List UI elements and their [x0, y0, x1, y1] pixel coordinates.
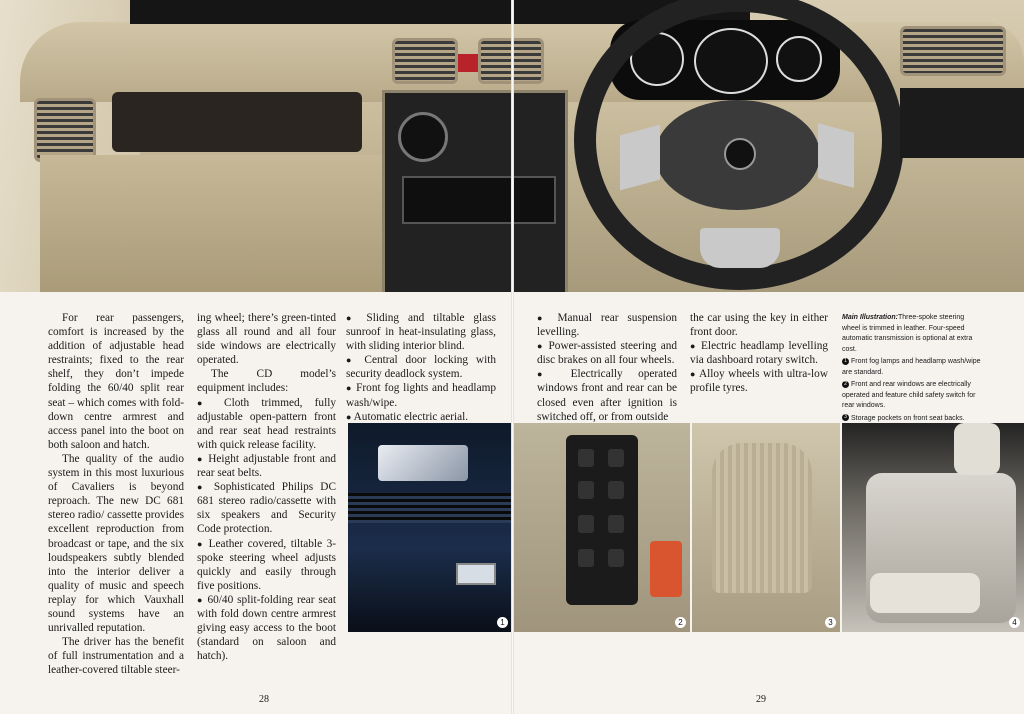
air-vent-centre-left	[392, 38, 458, 84]
bullet-icon: ●	[346, 411, 352, 422]
paragraph: For rear passengers, comfort is increased by the addition of adjustable head restraints; fixed to the rear shelf, they don’t impede folding the 60/40 split rear seat – which comes with fold-down centre armrest and access panel into the boot on both saloon and hatch.	[48, 312, 184, 451]
photo-seat-pocket	[692, 423, 840, 632]
bullet-item: ● Front fog lights and headlamp wash/wipe.	[346, 382, 497, 409]
text-column-4	[537, 311, 677, 424]
headlamp	[378, 445, 468, 481]
radio-cassette-unit	[402, 176, 556, 224]
text-column-5	[690, 311, 828, 396]
centre-armrest	[870, 573, 980, 613]
number-badge-icon: 3	[842, 414, 849, 421]
photo-rear-seat	[842, 423, 1024, 632]
bullet-item: ● Height adjustable front and rear seat belts.	[197, 452, 337, 480]
bullet-item: ● Electrically operated windows front and rear can be closed even after ignition is switched off, or from outside	[537, 368, 678, 423]
bullet-icon: ●	[197, 482, 207, 493]
bullet-icon: ●	[197, 538, 205, 549]
window-button	[578, 515, 594, 533]
bullet-icon: ●	[690, 341, 697, 352]
bullet-icon: ●	[346, 313, 358, 323]
bullet-icon: ●	[346, 383, 353, 394]
number-badge-icon: 1	[842, 358, 849, 365]
seatbelt-buckle	[650, 541, 682, 597]
steering-spoke-left	[620, 125, 660, 191]
bullet-icon: ●	[197, 397, 212, 408]
bullet-item: ● Manual rear suspension levelling.	[537, 312, 677, 339]
text-column-3	[346, 311, 496, 424]
bullet-item: ● Power-assisted steering and disc brakes on all four wheels.	[537, 340, 678, 367]
bullet-item: ● Sophisticated Philips DC 681 stereo radio/cassette with six speakers and Security Code protection.	[197, 481, 336, 536]
bullet-item: ● Sliding and tiltable glass sunroof in heat-insulating glass, with sliding interior blind.	[346, 312, 496, 353]
bullet-item: ● Central door locking with security deadlock system.	[346, 354, 497, 381]
caption-lead: Main Illustration:	[842, 314, 898, 321]
bullet-item: ● Cloth trimmed, fully adjustable open-pattern front and rear seat head restraints with quick release facility.	[197, 396, 337, 451]
storage-pocket	[712, 443, 812, 593]
bullet-icon: ●	[197, 594, 204, 605]
window-button	[608, 481, 624, 499]
photo-front-lamps	[348, 423, 512, 632]
bullet-item: ● Leather covered, tiltable 3-spoke steering wheel adjusts quickly and easily through five positions.	[197, 537, 337, 592]
bullet-item: ● Automatic electric aerial.	[346, 410, 469, 423]
paragraph: The driver has the benefit of full instrumentation and a leather-covered tiltable steer-	[48, 636, 184, 677]
bullet-icon: ●	[197, 453, 204, 464]
illustration-caption	[842, 313, 982, 437]
caption-item: 3 Storage pockets on front seat backs.	[842, 414, 982, 425]
fog-lamp	[456, 563, 496, 585]
window-switch-panel	[566, 435, 638, 605]
bullet-icon: ●	[690, 369, 697, 380]
page-gutter	[511, 0, 514, 714]
air-vent-left	[34, 98, 96, 162]
caption-text: Three-spoke steering wheel is trimmed in leather. Four-speed automatic transmission is optional at extra cost.	[842, 314, 973, 353]
equipment-heading: The CD model’s equipment includes:	[197, 368, 336, 395]
bullet-item: ● 60/40 split-folding rear seat with fold down centre armrest giving easy access to the boot (standard on saloon and hatch).	[197, 593, 336, 663]
photo-number: 4	[1009, 617, 1020, 628]
hazard-switch	[458, 54, 478, 72]
window-button	[578, 549, 594, 567]
text-column-2	[197, 311, 336, 663]
window-button	[608, 549, 624, 567]
steering-spoke-right	[818, 123, 854, 188]
number-badge-icon: 2	[842, 381, 849, 388]
storage-tray	[112, 92, 362, 152]
paragraph: The quality of the audio system in this most luxurious of Cavaliers is beyond reproach. The new DC 681 stereo radio/ cassette provides excellent reproduction from broadcast or tape, and the six loudspeakers subtly blended into the interior deliver a quality of music and speech replay for which Vauxhall sound systems have an unrivalled reputation.	[48, 452, 184, 635]
griffin-badge-icon	[724, 138, 756, 170]
window-button	[578, 481, 594, 499]
page-number-right: 29	[756, 694, 766, 705]
steering-spoke-bottom	[700, 228, 780, 268]
photo-number: 3	[825, 617, 836, 628]
air-vent-right	[900, 26, 1006, 76]
bullet-item: ● Electric headlamp levelling via dashboard rotary switch.	[690, 340, 828, 367]
window-button	[578, 449, 594, 467]
photo-number: 2	[675, 617, 686, 628]
bullet-icon: ●	[537, 369, 556, 380]
photo-number: 1	[497, 617, 508, 628]
window-button	[608, 515, 624, 533]
paragraph: ing wheel; there’s green-tinted glass all round and all four side windows are electrically operated.	[197, 312, 336, 367]
caption-item: 1 Front fog lamps and headlamp wash/wipe are standard.	[842, 357, 981, 376]
grille	[348, 493, 512, 523]
caption-item: 2 Front and rear windows are electrically operated and feature child safety switch for rear windows.	[842, 380, 976, 409]
dashboard-switches	[900, 88, 1024, 158]
bullet-icon: ●	[346, 355, 357, 366]
glovebox	[40, 155, 390, 292]
bullet-icon: ●	[537, 313, 549, 323]
bullet-icon: ●	[537, 341, 545, 352]
photo-window-switches	[514, 423, 690, 632]
clock-icon	[398, 112, 448, 162]
head-restraint	[954, 423, 1000, 475]
bullet-item: ● Alloy wheels with ultra-low profile tyres.	[690, 368, 828, 395]
text-column-1	[48, 311, 184, 677]
window-button	[608, 449, 624, 467]
page-number-left: 28	[259, 694, 269, 705]
paragraph: the car using the key in either front door.	[690, 312, 828, 339]
